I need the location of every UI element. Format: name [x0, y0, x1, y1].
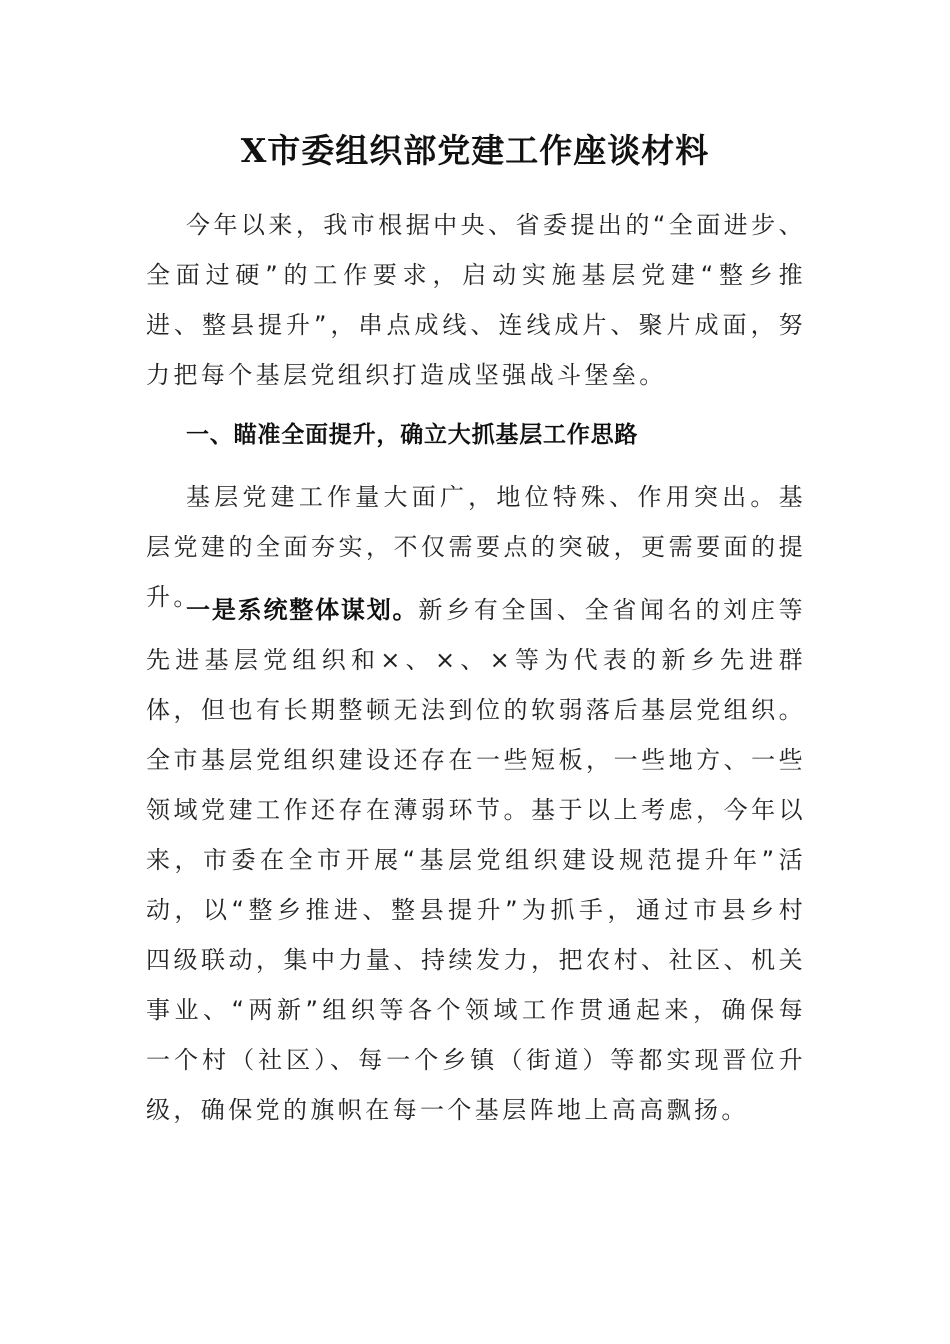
paragraph-body-text: 新乡有全国、全省闻名的刘庄等先进基层党组织和×、×、×等为代表的新乡先进群体，但也有长期整顿无法到位的软弱落后基层党组织。全市基层党组织建设还存在一些短板，一些地方、一些领域党建工作还存在薄弱环节。基于以上考虑，今年以来，市委在全市开展“基层党组织建设规范提升年”活动，以“整乡推进、整县提升”为抓手，通过市县乡村四级联动，集中力量、持续发力，把农村、社区、机关事业、“两新”组织等各个领域工作贯通起来，确保每一个村（社区）、每一个乡镇（街道）等都实现晋位升级，确保党的旗帜在每一个基层阵地上高高飘扬。 — [146, 596, 806, 1124]
section-heading-1: 一、瞄准全面提升，确立大抓基层工作思路 — [186, 422, 639, 448]
paragraph-lead-text: 一是系统整体谋划。 — [186, 596, 419, 624]
paragraph-intro: 今年以来，我市根据中央、省委提出的“全面进步、全面过硬”的工作要求，启动实施基层党建“整乡推进、整县提升”，串点成线、连线成片、聚片成面，努力把每个基层党组织打造成坚强战斗堡垒。 — [146, 211, 806, 389]
paragraph-systematic-planning — [146, 585, 806, 1135]
document-title: X市委组织部党建工作座谈材料 — [240, 131, 710, 170]
paragraph-section-1-intro: 基层党建工作量大面广，地位特殊、作用突出。基层党建的全面夯实，不仅需要点的突破，更需要面的提升。 — [146, 483, 806, 611]
